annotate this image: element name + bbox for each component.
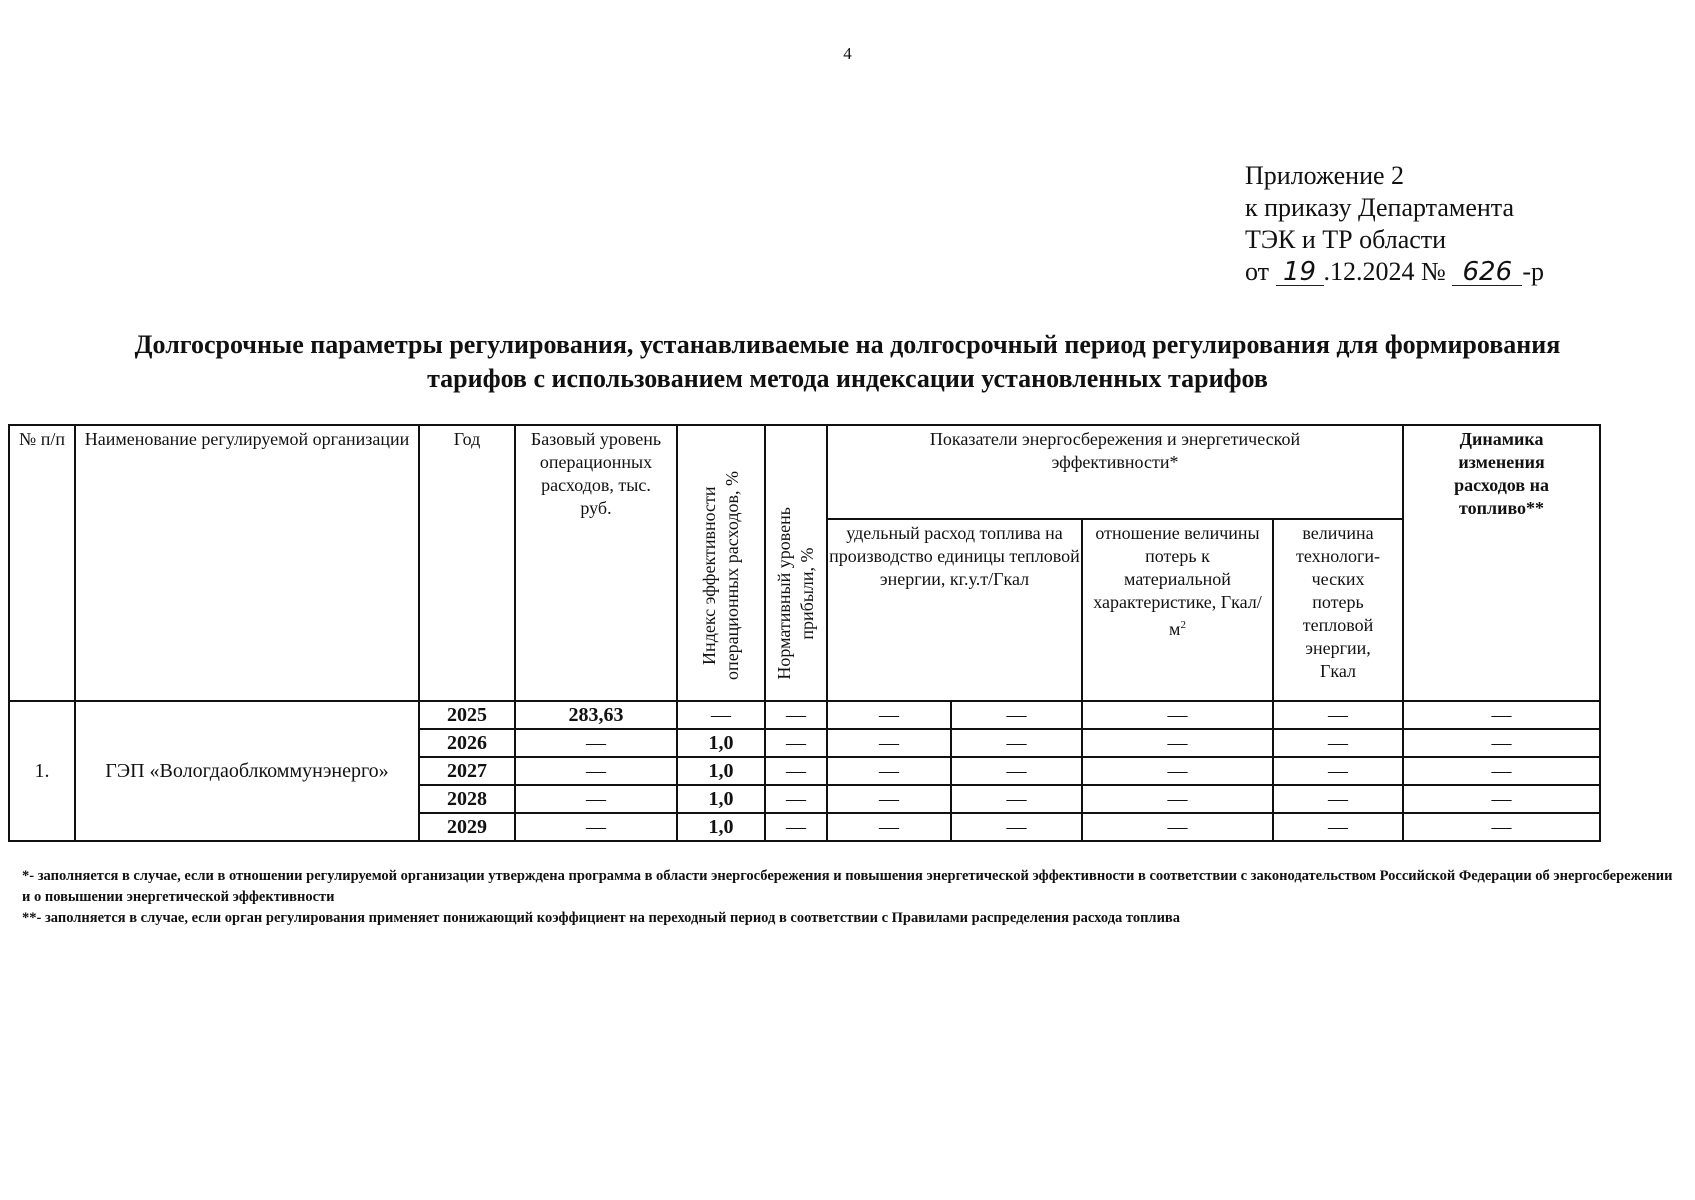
- cell-year: 2026: [419, 729, 515, 757]
- cell-base: —: [515, 729, 677, 757]
- cell-losses-ratio: —: [1082, 785, 1273, 813]
- handwritten-day: 19: [1276, 259, 1324, 286]
- title-line-1: Долгосрочные параметры регулирования, устанавливаемые на долгосрочный период регулирования для формирования: [134, 330, 1561, 359]
- appendix-line-2: к приказу Департамента: [1245, 193, 1515, 222]
- cell-tech-losses: —: [1273, 757, 1403, 785]
- cell-dynamics: —: [1403, 729, 1600, 757]
- cell-efficiency: —: [677, 701, 765, 729]
- cell-tech-losses: —: [1273, 813, 1403, 841]
- appendix-line-1: Приложение 2: [1245, 161, 1405, 190]
- cell-fuel-b: —: [951, 701, 1082, 729]
- header-org: Наименование регулируемой организации: [75, 425, 419, 701]
- header-energy-group: Показатели энергосбережения и энергетической эффективности*: [827, 425, 1403, 519]
- cell-tech-losses: —: [1273, 785, 1403, 813]
- cell-base: —: [515, 785, 677, 813]
- footnote-2: **- заполняется в случае, если орган регулирования применяет понижающий коэффициент на переходный период в соответствии с Правилами распределения расхода топлива: [22, 910, 1181, 926]
- cell-efficiency: 1,0: [677, 729, 765, 757]
- document-title: [30, 328, 1665, 396]
- header-tech-losses: величина технологи-ческих потерь тепловой энергии, Гкал: [1273, 519, 1403, 701]
- cell-year: 2027: [419, 757, 515, 785]
- header-losses-ratio-text: отношение величины потерь к материальной характеристике, Гкал/$м^2$: [1093, 523, 1262, 639]
- table-row: [9, 701, 1600, 729]
- cell-fuel-a: —: [827, 729, 951, 757]
- cell-dynamics: —: [1403, 785, 1600, 813]
- cell-fuel-b: —: [951, 813, 1082, 841]
- cell-profit: —: [765, 757, 827, 785]
- header-efficiency-index: Индекс эффективности операционных расходов, %: [677, 425, 765, 701]
- header-year: Год: [419, 425, 515, 701]
- cell-fuel-b: —: [951, 757, 1082, 785]
- footnotes: [22, 866, 1682, 929]
- cell-fuel-a: —: [827, 813, 951, 841]
- cell-base: —: [515, 813, 677, 841]
- cell-efficiency: 1,0: [677, 757, 765, 785]
- organization-name: ГЭП «Вологдаоблкоммунэнерго»: [75, 701, 419, 841]
- cell-fuel-a: —: [827, 785, 951, 813]
- cell-year: 2029: [419, 813, 515, 841]
- cell-fuel-a: —: [827, 701, 951, 729]
- cell-losses-ratio: —: [1082, 757, 1273, 785]
- header-profit-level: Нормативный уровень прибыли, %: [765, 425, 827, 701]
- cell-year: 2025: [419, 701, 515, 729]
- cell-profit: —: [765, 785, 827, 813]
- header-num: № п/п: [9, 425, 75, 701]
- page-number: 4: [843, 44, 852, 63]
- cell-fuel-a: —: [827, 757, 951, 785]
- header-losses-ratio: [1082, 519, 1273, 701]
- cell-losses-ratio: —: [1082, 701, 1273, 729]
- cell-fuel-b: —: [951, 729, 1082, 757]
- cell-losses-ratio: —: [1082, 729, 1273, 757]
- cell-profit: —: [765, 729, 827, 757]
- parameters-table: [8, 424, 1601, 842]
- cell-tech-losses: —: [1273, 701, 1403, 729]
- title-line-2: тарифов с использованием метода индексации установленных тарифов: [427, 364, 1268, 393]
- handwritten-order-number: 626: [1452, 259, 1522, 286]
- cell-losses-ratio: —: [1082, 813, 1273, 841]
- cell-profit: —: [765, 813, 827, 841]
- cell-dynamics: —: [1403, 701, 1600, 729]
- header-base-level: Базовый уровень операционных расходов, тыс. руб.: [515, 425, 677, 701]
- cell-year: 2028: [419, 785, 515, 813]
- appendix-block: [1245, 160, 1544, 288]
- footnote-1: *- заполняется в случае, если в отношении регулируемой организации утверждена программа в области энергосбережения и повышения энергетической эффективности в соответствии с законодательством Российской Федерации об энергосбережении и о повышении энергетической эффективности: [22, 868, 1673, 905]
- cell-tech-losses: —: [1273, 729, 1403, 757]
- cell-base: 283,63: [515, 701, 677, 729]
- header-fuel-rate: удельный расход топлива на производство единицы тепловой энергии, кг.у.т/Гкал: [827, 519, 1082, 701]
- date-prefix: от: [1245, 257, 1270, 286]
- appendix-line-3: ТЭК и ТР области: [1245, 225, 1447, 254]
- order-suffix: -р: [1522, 257, 1545, 286]
- header-fuel-dynamics: Динамика изменения расходов на топливо**: [1403, 425, 1600, 701]
- cell-base: —: [515, 757, 677, 785]
- cell-dynamics: —: [1403, 813, 1600, 841]
- date-rest: .12.2024 №: [1323, 257, 1446, 286]
- row-number: 1.: [9, 701, 75, 841]
- cell-fuel-b: —: [951, 785, 1082, 813]
- cell-efficiency: 1,0: [677, 785, 765, 813]
- cell-profit: —: [765, 701, 827, 729]
- cell-dynamics: —: [1403, 757, 1600, 785]
- appendix-date-line: [1245, 256, 1544, 288]
- cell-efficiency: 1,0: [677, 813, 765, 841]
